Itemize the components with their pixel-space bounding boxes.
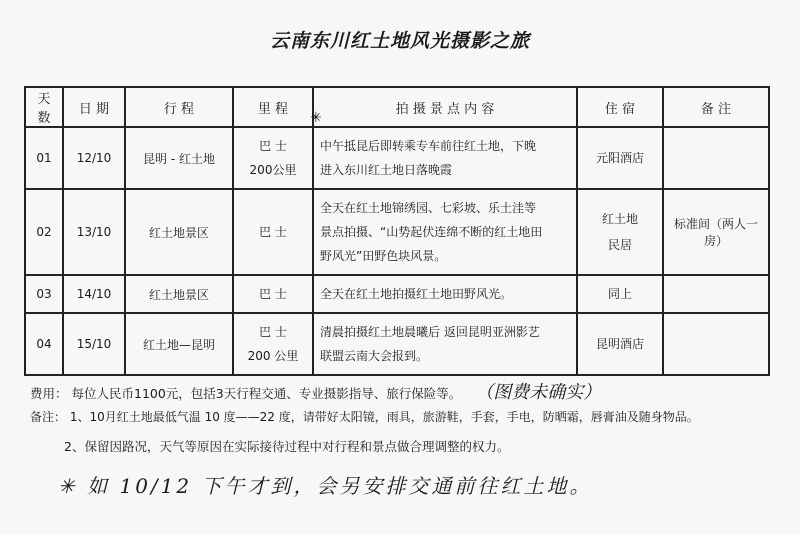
content-line: 野风光”田野色块风景。 (320, 249, 447, 263)
content-line: 全天在红土地锦绣园、七彩坡、乐土洼等 (320, 201, 537, 215)
cell-route: 红土地—昆明 (125, 313, 233, 375)
cell-content (313, 275, 577, 313)
header-content: 拍 摄 景 点 内 容 (313, 87, 577, 127)
cell-transport (233, 127, 313, 189)
header-route: 行 程 (125, 87, 233, 127)
table-header-row (25, 87, 769, 127)
header-date: 日 期 (63, 87, 125, 127)
table-row (25, 189, 769, 275)
asterisk-mark: ✳ (310, 110, 322, 126)
cell-day: 02 (25, 189, 63, 275)
cell-route: 昆明 - 红土地 (125, 127, 233, 189)
remarks-item-1: 1、10月红土地最低气温 10 度——22 度，请带好太阳镜，雨具，旅游鞋，手套，手电，防晒霜，唇膏油及随身物品。 (69, 410, 699, 424)
table-row (25, 275, 769, 313)
lodging-line: 民居 (607, 238, 632, 252)
fee-label: 费用： (30, 386, 68, 401)
header-remarks: 备 注 (663, 87, 769, 127)
cell-day: 01 (25, 127, 63, 189)
lodging-line: 同上 (607, 287, 632, 301)
transport-mode: 巴 士 (259, 139, 287, 153)
content-line: 进入东川红土地日落晚霞 (320, 163, 453, 177)
content-line: 全天在红土地拍摄红土地田野风光。 (320, 287, 513, 301)
cell-lodging (577, 127, 663, 189)
remarks-line-2: 2、保留因路况，天气等原因在实际接待过程中对行程和景点做合理调整的权力。 (64, 439, 510, 454)
cell-remarks: 标准间（两人一房） (663, 189, 769, 275)
transport-distance: 200 公里 (247, 349, 299, 363)
transport-distance: 200公里 (249, 163, 297, 177)
cell-content (313, 189, 577, 275)
table-row (25, 313, 769, 375)
cell-route: 红土地景区 (125, 189, 233, 275)
cell-remarks (663, 313, 769, 375)
fee-text: 每位人民币1100元，包括3天行程交通、专业摄影指导、旅行保险等。 (71, 386, 462, 401)
cell-lodging (577, 189, 663, 275)
transport-mode: 巴 士 (259, 225, 287, 239)
cell-date: 13/10 (63, 189, 125, 275)
cell-content (313, 313, 577, 375)
content-line: 中午抵昆后即转乘专车前往红土地，下晚 (320, 139, 537, 153)
header-lodging: 住 宿 (577, 87, 663, 127)
table-row (25, 127, 769, 189)
cell-lodging (577, 275, 663, 313)
cell-transport (233, 313, 313, 375)
cell-transport (233, 189, 313, 275)
content-line: 联盟云南大会报到。 (320, 349, 429, 363)
cell-date: 14/10 (63, 275, 125, 313)
itinerary-table (24, 86, 770, 376)
remarks-label: 备注： (30, 410, 67, 424)
cell-route: 红土地景区 (125, 275, 233, 313)
lodging-line: 昆明酒店 (595, 337, 644, 351)
cell-date: 15/10 (63, 313, 125, 375)
fee-line (30, 378, 601, 404)
lodging-line: 红土地 (601, 212, 638, 226)
header-distance: 里 程 (233, 87, 313, 127)
cell-lodging (577, 313, 663, 375)
cell-day: 03 (25, 275, 63, 313)
content-line: 景点拍摄、“山势起伏连绵不断的红土地田 (320, 225, 543, 239)
cell-transport (233, 275, 313, 313)
lodging-line: 元阳酒店 (595, 151, 644, 165)
content-line: 清晨拍摄红土地晨曦后 返回昆明亚洲影艺 (320, 325, 540, 339)
cell-date: 12/10 (63, 127, 125, 189)
cell-content (313, 127, 577, 189)
cell-day: 04 (25, 313, 63, 375)
fee-handwritten-note: （图费未确实） (475, 382, 602, 403)
header-day: 天数 (25, 87, 63, 127)
cell-remarks (663, 127, 769, 189)
transport-mode: 巴 士 (259, 287, 287, 301)
transport-mode: 巴 士 (259, 325, 287, 339)
cell-remarks (663, 275, 769, 313)
handwritten-note: ✳ 如 10/12 下午才到，会另安排交通前往红土地。 (58, 474, 593, 498)
remarks-line-1 (30, 408, 699, 425)
document-title: 云南东川红土地风光摄影之旅 (269, 30, 530, 52)
